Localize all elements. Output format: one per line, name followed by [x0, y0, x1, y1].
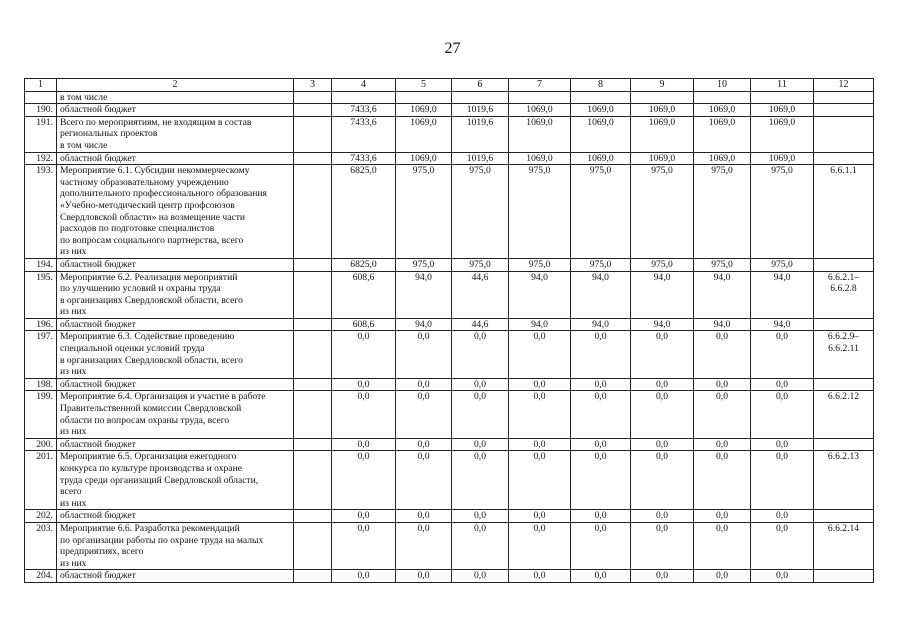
row-value: 0,0: [571, 391, 631, 438]
column-header: 8: [571, 79, 631, 92]
column-header: 3: [294, 79, 332, 92]
row-value: 0,0: [396, 570, 452, 583]
row-value: 975,0: [694, 165, 751, 259]
row-value: 0,0: [396, 378, 452, 391]
row-value: 7433,6: [332, 116, 396, 152]
row-code: [814, 116, 874, 152]
row-value: 0,0: [751, 438, 814, 451]
table-row: [25, 104, 874, 117]
row-number: 195.: [25, 271, 57, 318]
row-name: областной бюджет: [57, 510, 294, 523]
row-code: [814, 258, 874, 271]
row-code: [814, 570, 874, 583]
row-value: 6825,0: [332, 258, 396, 271]
row-value: 0,0: [452, 391, 509, 438]
row-number: 197.: [25, 331, 57, 378]
table-row: [25, 570, 874, 583]
row-value: 0,0: [751, 522, 814, 569]
row-value: [694, 91, 751, 104]
row-value: 94,0: [571, 271, 631, 318]
row-value: 0,0: [571, 510, 631, 523]
row-value: 1069,0: [631, 104, 694, 117]
row-value: 0,0: [631, 510, 694, 523]
row-value: 0,0: [332, 510, 396, 523]
row-value: [751, 91, 814, 104]
column-header: 7: [509, 79, 571, 92]
row-code: [814, 318, 874, 331]
row-value: 0,0: [452, 510, 509, 523]
row-value: 0,0: [452, 451, 509, 510]
row-value: 0,0: [452, 331, 509, 378]
row-name: областной бюджет: [57, 570, 294, 583]
row-value: 975,0: [396, 165, 452, 259]
row-value: 608,6: [332, 318, 396, 331]
table-row: [25, 318, 874, 331]
row-value: 0,0: [396, 331, 452, 378]
row-value: 0,0: [452, 378, 509, 391]
row-value: 94,0: [751, 271, 814, 318]
table-body: [25, 79, 874, 583]
row-code: 6.6.1.1: [814, 165, 874, 259]
row-value: 1069,0: [571, 152, 631, 165]
row-value: 0,0: [509, 331, 571, 378]
row-value: 94,0: [751, 318, 814, 331]
row-value: 94,0: [694, 318, 751, 331]
row-value: 0,0: [509, 438, 571, 451]
row-column-3: [294, 331, 332, 378]
row-value: 0,0: [751, 391, 814, 438]
table-row: [25, 391, 874, 438]
row-value: 1069,0: [694, 116, 751, 152]
row-column-3: [294, 116, 332, 152]
row-value: 0,0: [751, 451, 814, 510]
column-header: 12: [814, 79, 874, 92]
table-row: [25, 152, 874, 165]
row-value: 975,0: [631, 258, 694, 271]
table-row: [25, 522, 874, 569]
table-row: [25, 116, 874, 152]
row-name: Мероприятие 6.2. Реализация мероприятий по улучшению условий и охраны труда в организациях Свердловской области, всего из них: [57, 271, 294, 318]
row-value: 0,0: [332, 522, 396, 569]
row-value: [631, 91, 694, 104]
row-value: 1069,0: [631, 116, 694, 152]
row-value: 0,0: [571, 378, 631, 391]
row-number: 194.: [25, 258, 57, 271]
row-column-3: [294, 510, 332, 523]
row-value: 0,0: [631, 522, 694, 569]
table-row: [25, 438, 874, 451]
row-name: Мероприятие 6.5. Организация ежегодного конкурса по культуре производства и охране труда среди организаций Свердловской области, всего из них: [57, 451, 294, 510]
row-value: 608,6: [332, 271, 396, 318]
column-header: 6: [452, 79, 509, 92]
row-value: 0,0: [571, 438, 631, 451]
row-value: 1069,0: [751, 104, 814, 117]
row-value: 1069,0: [694, 104, 751, 117]
row-number: [25, 91, 57, 104]
row-number: 204.: [25, 570, 57, 583]
row-value: 1069,0: [396, 116, 452, 152]
row-value: [509, 91, 571, 104]
row-value: 0,0: [332, 570, 396, 583]
row-value: 975,0: [694, 258, 751, 271]
row-value: 975,0: [452, 258, 509, 271]
row-value: 1069,0: [571, 116, 631, 152]
row-name: Всего по мероприятиям, не входящим в состав региональных проектов в том числе: [57, 116, 294, 152]
row-name: областной бюджет: [57, 104, 294, 117]
row-code: 6.6.2.9– 6.6.2.11: [814, 331, 874, 378]
row-value: 1069,0: [509, 116, 571, 152]
row-name: Мероприятие 6.4. Организация и участие в работе Правительственной комиссии Свердловской области по вопросам охраны труда, всего из них: [57, 391, 294, 438]
row-value: 0,0: [631, 451, 694, 510]
row-column-3: [294, 522, 332, 569]
row-value: 7433,6: [332, 104, 396, 117]
row-code: 6.6.2.14: [814, 522, 874, 569]
page-number: 27: [444, 40, 461, 57]
row-number: 198.: [25, 378, 57, 391]
row-value: 0,0: [452, 570, 509, 583]
row-value: 0,0: [694, 331, 751, 378]
table-row: [25, 451, 874, 510]
row-number: 193.: [25, 165, 57, 259]
row-value: 1069,0: [694, 152, 751, 165]
row-value: [452, 91, 509, 104]
row-value: 7433,6: [332, 152, 396, 165]
row-column-3: [294, 271, 332, 318]
row-value: 94,0: [571, 318, 631, 331]
row-value: 0,0: [509, 391, 571, 438]
row-value: 0,0: [452, 522, 509, 569]
row-value: 975,0: [571, 165, 631, 259]
row-column-3: [294, 91, 332, 104]
row-code: [814, 378, 874, 391]
row-name: областной бюджет: [57, 378, 294, 391]
row-name: областной бюджет: [57, 152, 294, 165]
row-number: 200.: [25, 438, 57, 451]
row-name: в том числе: [57, 91, 294, 104]
row-value: 975,0: [571, 258, 631, 271]
row-value: 0,0: [571, 522, 631, 569]
row-value: 975,0: [396, 258, 452, 271]
row-value: 0,0: [332, 378, 396, 391]
row-value: 0,0: [571, 570, 631, 583]
row-number: 201.: [25, 451, 57, 510]
row-value: 0,0: [396, 438, 452, 451]
row-value: [571, 91, 631, 104]
row-value: 0,0: [751, 570, 814, 583]
column-header: 4: [332, 79, 396, 92]
row-code: 6.6.2.12: [814, 391, 874, 438]
row-value: 975,0: [751, 258, 814, 271]
row-value: 1069,0: [396, 104, 452, 117]
row-column-3: [294, 152, 332, 165]
row-value: 0,0: [332, 391, 396, 438]
row-value: 975,0: [751, 165, 814, 259]
row-value: 0,0: [694, 391, 751, 438]
row-value: 0,0: [751, 378, 814, 391]
row-name: Мероприятие 6.6. Разработка рекомендаций по организации работы по охране труда на малых предприятиях, всего из них: [57, 522, 294, 569]
budget-table: [24, 78, 874, 583]
row-value: 94,0: [396, 271, 452, 318]
row-number: 199.: [25, 391, 57, 438]
row-number: 190.: [25, 104, 57, 117]
row-value: 0,0: [452, 438, 509, 451]
row-column-3: [294, 104, 332, 117]
row-column-3: [294, 391, 332, 438]
row-value: 0,0: [694, 451, 751, 510]
row-column-3: [294, 451, 332, 510]
row-name: Мероприятие 6.1. Субсидии некоммерческому частному образовательному учреждению дополнительного профессионального образования «Учебно-методический центр профсоюзов Свердловской области» на возмещение части расходов по подготовке специалистов по вопросам социального партнерства, всего из них: [57, 165, 294, 259]
row-value: 1069,0: [509, 152, 571, 165]
column-header: 10: [694, 79, 751, 92]
row-value: 44,6: [452, 318, 509, 331]
column-header: 5: [396, 79, 452, 92]
row-value: 0,0: [571, 451, 631, 510]
row-column-3: [294, 438, 332, 451]
table-row: [25, 510, 874, 523]
row-value: 0,0: [509, 510, 571, 523]
row-code: [814, 152, 874, 165]
row-value: 0,0: [694, 438, 751, 451]
row-value: 0,0: [751, 331, 814, 378]
row-value: 0,0: [332, 451, 396, 510]
row-name: Мероприятие 6.3. Содействие проведению специальной оценки условий труда в организациях Свердловской области, всего из них: [57, 331, 294, 378]
row-column-3: [294, 258, 332, 271]
row-value: 0,0: [396, 522, 452, 569]
row-value: 0,0: [571, 331, 631, 378]
table-row: [25, 271, 874, 318]
row-value: 0,0: [631, 570, 694, 583]
row-value: 0,0: [332, 331, 396, 378]
row-value: 0,0: [332, 438, 396, 451]
row-number: 191.: [25, 116, 57, 152]
row-value: 94,0: [509, 318, 571, 331]
column-header: 2: [57, 79, 294, 92]
row-value: 94,0: [631, 318, 694, 331]
row-code: 6.6.2.1– 6.6.2.8: [814, 271, 874, 318]
row-number: 192.: [25, 152, 57, 165]
row-value: 0,0: [509, 378, 571, 391]
row-value: 0,0: [694, 378, 751, 391]
row-value: 1019,6: [452, 152, 509, 165]
row-value: [332, 91, 396, 104]
row-value: 975,0: [509, 165, 571, 259]
row-code: [814, 438, 874, 451]
column-header: 9: [631, 79, 694, 92]
row-value: 1069,0: [631, 152, 694, 165]
row-value: 1069,0: [751, 152, 814, 165]
row-value: 1069,0: [509, 104, 571, 117]
row-value: 975,0: [631, 165, 694, 259]
row-value: 1069,0: [751, 116, 814, 152]
row-value: 975,0: [452, 165, 509, 259]
row-value: 0,0: [509, 570, 571, 583]
row-value: 0,0: [509, 522, 571, 569]
row-value: 94,0: [631, 271, 694, 318]
row-number: 203.: [25, 522, 57, 569]
row-column-3: [294, 165, 332, 259]
row-value: 1069,0: [396, 152, 452, 165]
row-value: 94,0: [694, 271, 751, 318]
row-name: областной бюджет: [57, 438, 294, 451]
table-row: [25, 378, 874, 391]
row-value: 0,0: [631, 438, 694, 451]
table-row: [25, 258, 874, 271]
row-number: 202.: [25, 510, 57, 523]
row-value: 1019,6: [452, 116, 509, 152]
column-header: 1: [25, 79, 57, 92]
table-row: [25, 165, 874, 259]
row-value: 1019,6: [452, 104, 509, 117]
column-header: 11: [751, 79, 814, 92]
row-value: 975,0: [509, 258, 571, 271]
row-value: 1069,0: [571, 104, 631, 117]
row-number: 196.: [25, 318, 57, 331]
table-row: [25, 331, 874, 378]
row-value: 0,0: [631, 378, 694, 391]
row-value: 0,0: [396, 510, 452, 523]
row-value: 0,0: [396, 391, 452, 438]
row-column-3: [294, 570, 332, 583]
header-row: [25, 79, 874, 92]
row-code: [814, 104, 874, 117]
row-column-3: [294, 378, 332, 391]
row-value: 0,0: [694, 570, 751, 583]
row-value: 0,0: [631, 331, 694, 378]
row-column-3: [294, 318, 332, 331]
row-code: [814, 91, 874, 104]
row-value: 0,0: [694, 522, 751, 569]
row-value: 44,6: [452, 271, 509, 318]
row-code: [814, 510, 874, 523]
row-value: 0,0: [751, 510, 814, 523]
row-value: [396, 91, 452, 104]
row-value: 6825,0: [332, 165, 396, 259]
row-name: областной бюджет: [57, 318, 294, 331]
row-name: областной бюджет: [57, 258, 294, 271]
row-value: 94,0: [396, 318, 452, 331]
row-code: 6.6.2.13: [814, 451, 874, 510]
row-value: 0,0: [631, 391, 694, 438]
row-value: 0,0: [509, 451, 571, 510]
row-value: 94,0: [509, 271, 571, 318]
row-value: 0,0: [396, 451, 452, 510]
table-row: [25, 91, 874, 104]
row-value: 0,0: [694, 510, 751, 523]
